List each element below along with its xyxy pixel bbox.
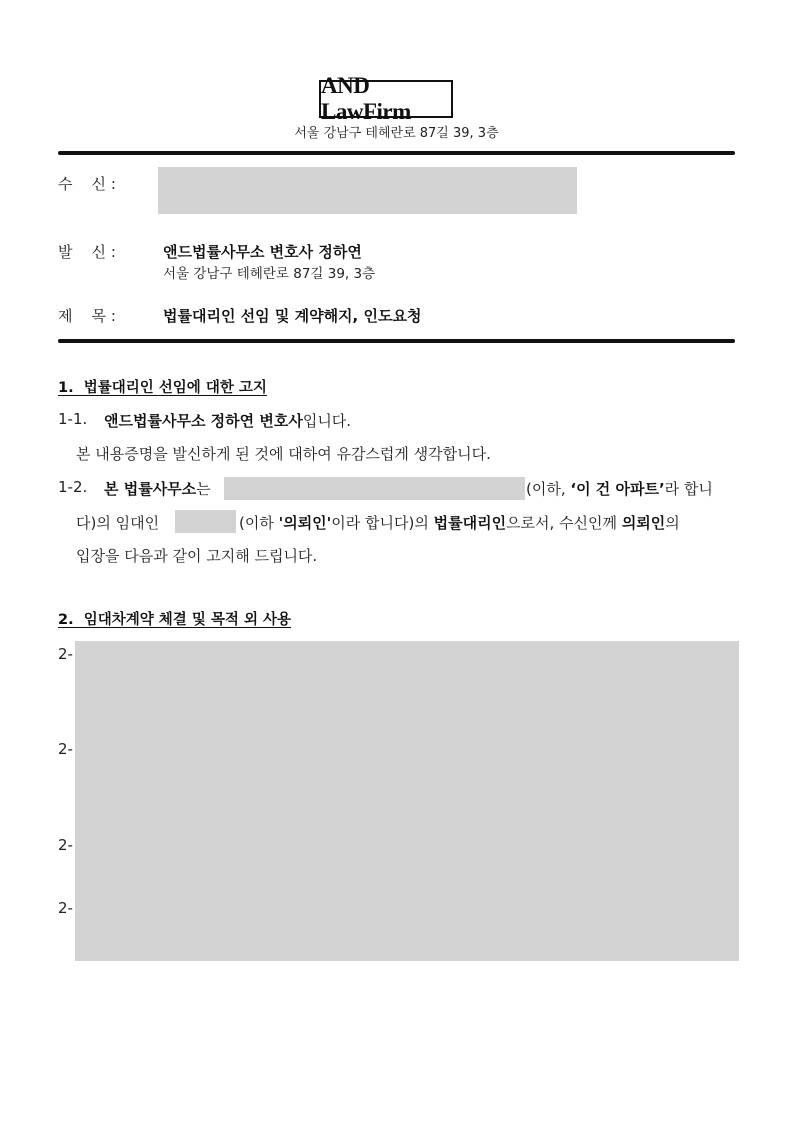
item-1-2-tail: 라 합니 [664,480,713,498]
section2-body-redaction [75,641,739,961]
client-paren: (이하 [239,514,279,532]
item-1-1-line2: 본 내용증명을 발신하게 된 것에 대하여 유감스럽게 생각합니다. [76,445,491,463]
client-term-2: 의뢰인 [621,514,666,532]
recipient-redaction [158,167,577,214]
client-term: '의뢰인' [278,514,332,532]
item-2-4-prefix: 2- [58,899,73,917]
subject-text: 법률대리인 선임 및 계약해지, 인도요청 [163,307,422,325]
item-1-1-text [104,410,351,431]
legal-rep-tail: 으로서, 수신인께 [506,514,622,532]
client-suffix: 의 [665,514,680,532]
item-1-2-number: 1-2. [58,478,88,496]
item-1-2-particle: 는 [196,480,211,498]
recipient-label: 수 신 : [58,175,116,193]
legal-rep-term: 법률대리인 [433,514,507,532]
item-1-2-paren: (이하, [526,480,571,498]
sender-label: 발 신 : [58,243,116,261]
item-1-2-continue [526,478,713,499]
item-1-2-start [104,478,211,499]
sender-address: 서울 강남구 테헤란로 87길 39, 3층 [163,266,376,282]
client-tail: 이라 합니다)의 [331,514,434,532]
header-bottom-rule [58,339,735,343]
firm-logo: AND LawFirm [319,80,453,118]
subject-label: 제 목 : [58,307,116,325]
sender-name: 앤드법률사무소 변호사 정하연 [163,243,362,261]
letterhead-address: 서울 강남구 테헤란로 87길 39, 3층 [294,126,499,141]
item-2-2-prefix: 2- [58,740,73,758]
item-2-3-prefix: 2- [58,836,73,854]
item-1-1-number: 1-1. [58,410,88,428]
firm-lawyer-name: 앤드법률사무소 정하연 변호사 [104,412,303,430]
section1-title: 1. 법률대리인 선임에 대한 고지 [58,380,267,396]
header-top-rule [58,151,735,155]
firm-name-bold: 본 법률사무소 [104,480,197,498]
apartment-term: ‘이 건 아파트’ [570,480,665,498]
item-1-2-line2-start: 다)의 임대인 [76,514,160,532]
item-1-2-line3: 입장을 다음과 같이 고지해 드립니다. [76,547,318,565]
apartment-address-redaction [224,477,525,500]
landlord-name-redaction [175,510,236,533]
section2-title: 2. 임대차계약 체결 및 목적 외 사용 [58,612,292,628]
item-1-1-rest: 입니다. [302,412,352,430]
item-1-2-line2-rest [239,512,680,533]
item-2-1-prefix: 2- [58,645,73,663]
